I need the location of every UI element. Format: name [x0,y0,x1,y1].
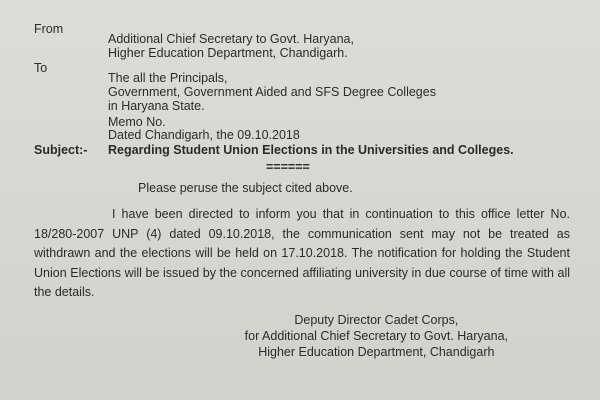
memo-label: Memo No. [108,115,166,129]
greeting-line: Please peruse the subject cited above. [138,181,353,195]
subject-separator: ====== [266,160,310,174]
signature-line-1: Deputy Director Cadet Corps, [294,313,459,327]
to-line-1: The all the Principals, [108,71,228,85]
signature-line-3: Higher Education Department, Chandigarh [258,345,495,359]
dated-line: Dated Chandigarh, the 09.10.2018 [108,128,300,142]
body-paragraph: I have been directed to inform you that in continuation to this office letter No. 18/280-2007 UNP (4) dated 09.10.2018, the communication sent may not be treated as withdrawn and the elections will be held on 17.10.2018. The notification for holding the Student Union Elections will be issued by the concerned affiliating university in due course of time with all the details. [34,207,570,299]
to-line-3: in Haryana State. [108,99,205,113]
from-line-1: Additional Chief Secretary to Govt. Haryana, [108,32,354,46]
to-label: To [34,61,48,75]
subject-label: Subject:- [34,143,88,157]
signature-line-2: for Additional Chief Secretary to Govt. Haryana, [244,329,508,343]
to-line-2: Government, Government Aided and SFS Degree Colleges [108,85,436,99]
from-line-2: Higher Education Department, Chandigarh. [108,46,348,60]
from-label: From [34,22,64,36]
subject-text: Regarding Student Union Elections in the Universities and Colleges. [108,143,514,157]
signature-block [245,313,508,361]
